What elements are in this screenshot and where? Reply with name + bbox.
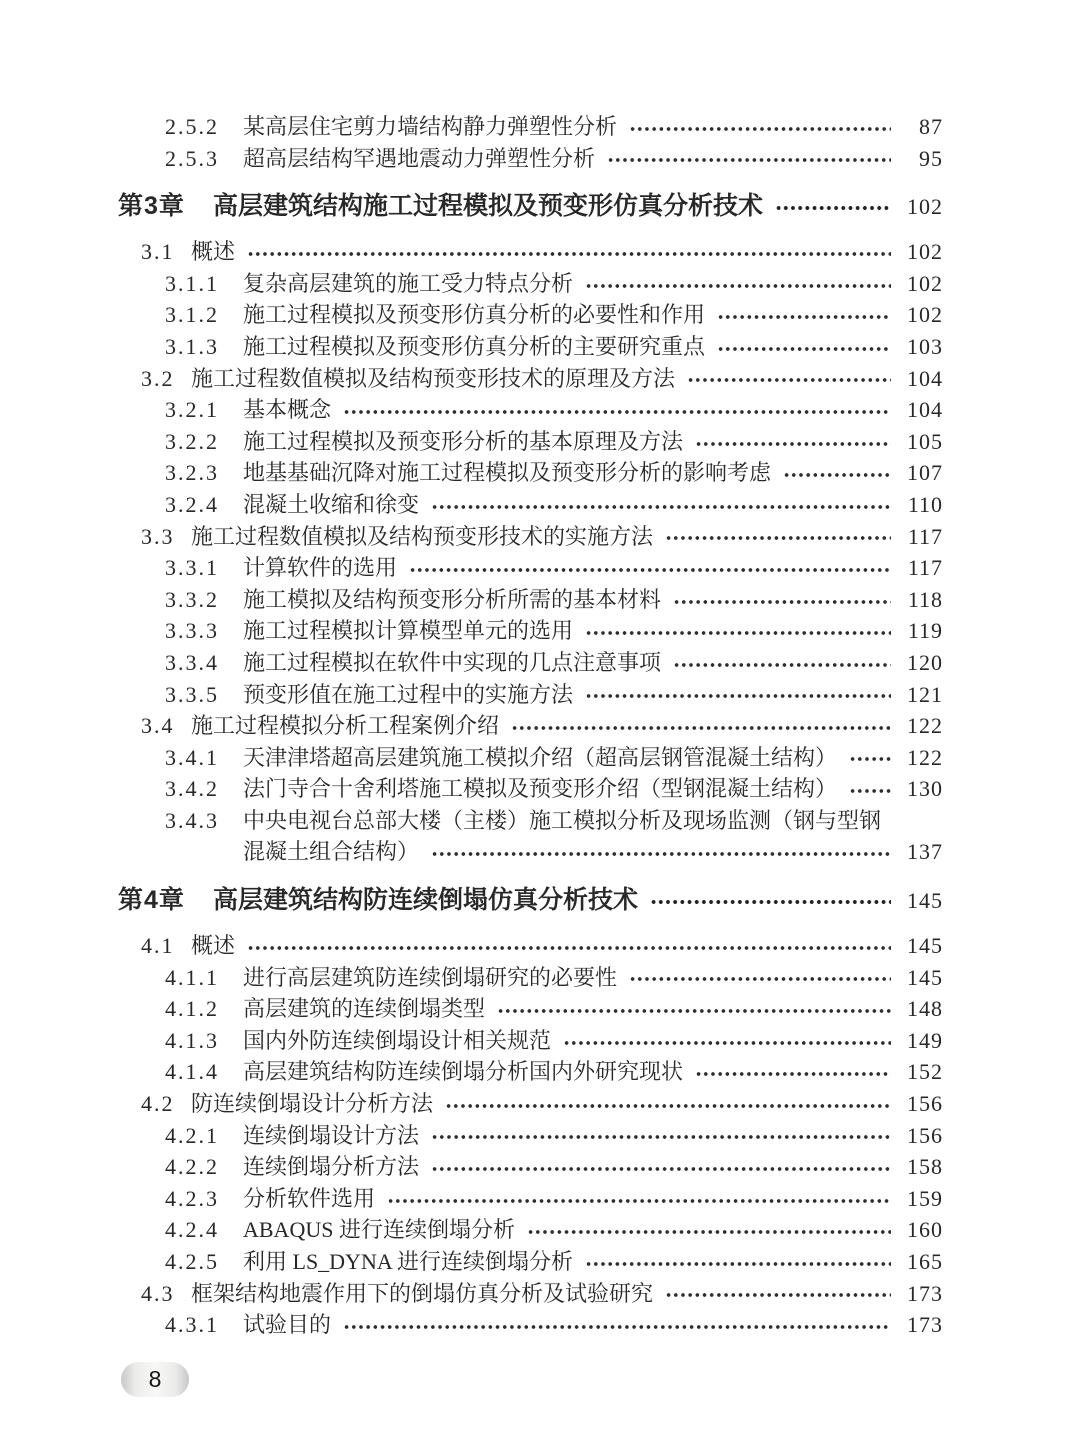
toc-entry-number: 3.3.3 — [165, 618, 219, 644]
toc-entry-page: 102 — [907, 194, 943, 220]
toc-row-4-1-4 — [0, 1056, 943, 1088]
toc-entry-page: 148 — [907, 996, 943, 1022]
dotted-leader — [343, 1322, 891, 1332]
toc-entry-page: 119 — [907, 618, 943, 644]
toc-row-3-2 — [0, 363, 943, 395]
toc-entry-number: 3.3 — [141, 523, 175, 549]
toc-entry-number: 3.3.2 — [165, 586, 219, 612]
toc-entry-title: 连续倒塌分析方法 — [243, 1154, 420, 1180]
toc-entry-page: 156 — [907, 1122, 943, 1148]
dotted-leader — [775, 203, 891, 213]
toc-entry-number: 4.2.4 — [165, 1217, 219, 1243]
toc-entry-page: 137 — [907, 839, 943, 865]
toc-entry-page: 102 — [907, 270, 943, 296]
toc-entry-title: 高层建筑结构防连续倒塌分析国内外研究现状 — [243, 1059, 684, 1085]
toc-row-4-1 — [0, 930, 943, 962]
toc-entry-title: 国内外防连续倒塌设计相关规范 — [243, 1027, 552, 1053]
dotted-leader — [431, 1164, 891, 1174]
dotted-leader — [497, 1006, 891, 1016]
dotted-leader — [665, 533, 891, 543]
toc-entry-page: 104 — [907, 397, 943, 423]
toc-row-4-2-2 — [0, 1151, 943, 1183]
toc-entry-page: 159 — [907, 1185, 943, 1211]
toc-entry-number: 3.4 — [141, 713, 175, 739]
toc-entry-number: 3.2.1 — [165, 397, 219, 423]
toc-entry-number: 4.1.2 — [165, 996, 219, 1022]
toc-entry-number: 3.2.4 — [165, 491, 219, 517]
toc-entry-number: 3.2.2 — [165, 428, 219, 454]
dotted-leader — [695, 1069, 891, 1079]
dotted-leader — [849, 754, 891, 764]
dotted-leader — [343, 407, 891, 417]
toc-entry-page: 160 — [907, 1217, 943, 1243]
toc-entry-title: 计算软件的选用 — [243, 555, 398, 581]
toc-entry-number: 4.2 — [141, 1091, 175, 1117]
toc-entry-title: 试验目的 — [243, 1312, 332, 1338]
toc-entry-title: 预变形值在施工过程中的实施方法 — [243, 681, 574, 707]
toc-entry-title: 施工过程模拟分析工程案例介绍 — [191, 713, 500, 739]
toc-entry-title: 施工过程模拟计算模型单元的选用 — [243, 618, 574, 644]
toc-entry-page: 95 — [919, 145, 943, 171]
toc-entry-title: 基本概念 — [243, 397, 332, 423]
toc-entry-page: 121 — [907, 681, 943, 707]
toc-entry-number: 3.1.3 — [165, 333, 219, 359]
toc-entry-number: 3.3.4 — [165, 649, 219, 675]
toc-entry-number: 3.4.1 — [165, 744, 219, 770]
dotted-leader — [431, 849, 891, 859]
toc-row-2-5-2 — [0, 111, 943, 143]
toc-entry-page: 158 — [907, 1154, 943, 1180]
dotted-leader — [585, 1259, 891, 1269]
dotted-leader — [849, 786, 891, 796]
toc-row-第3章 — [0, 182, 943, 230]
toc-entry-title: 施工过程模拟及预变形分析的基本原理及方法 — [243, 428, 684, 454]
toc-entry-title: 天津津塔超高层建筑施工模拟介绍（超高层钢管混凝土结构） — [243, 744, 838, 770]
toc-row-4-1-3 — [0, 1025, 943, 1057]
toc-entry-number: 第3章 — [118, 192, 185, 221]
dotted-leader — [607, 155, 891, 165]
toc-row-3-4-2 — [0, 773, 943, 805]
toc-entry-title: 混凝土组合结构） — [243, 839, 420, 865]
toc-entry-page: 104 — [907, 365, 943, 391]
dotted-leader — [673, 597, 891, 607]
toc-entry-number: 第4章 — [118, 886, 185, 915]
toc-entry-title: 超高层结构罕遇地震动力弹塑性分析 — [243, 145, 596, 171]
toc-entry-title: 施工过程数值模拟及结构预变形技术的原理及方法 — [191, 365, 676, 391]
toc-entry-number: 4.1.1 — [165, 964, 219, 990]
toc-entry-page: 117 — [907, 523, 943, 549]
toc-entry-title: 高层建筑结构防连续倒塌仿真分析技术 — [213, 886, 639, 915]
toc-row-2-5-3 — [0, 143, 943, 175]
toc-entry-page: 110 — [907, 491, 943, 517]
toc-entry-title: 混凝土收缩和徐变 — [243, 491, 420, 517]
toc-row-3-3-3 — [0, 615, 943, 647]
toc-entry-number: 3.3.5 — [165, 681, 219, 707]
toc-entry-number: 4.1.3 — [165, 1027, 219, 1053]
toc-row-3-4-1 — [0, 742, 943, 774]
toc-entry-title: 进行高层建筑防连续倒塌研究的必要性 — [243, 964, 618, 990]
toc-entry-title: 高层建筑结构施工过程模拟及预变形仿真分析技术 — [213, 192, 764, 221]
toc-entry-page: 103 — [907, 333, 943, 359]
page-number-badge — [121, 1362, 189, 1397]
toc-entry-page: 173 — [907, 1312, 943, 1338]
dotted-leader — [665, 1290, 891, 1300]
dotted-leader — [585, 691, 891, 701]
toc-entry-number: 4.1.4 — [165, 1059, 219, 1085]
dotted-leader — [511, 723, 891, 733]
toc-row-3-3-2 — [0, 584, 943, 616]
toc-entry-number: 2.5.3 — [165, 145, 219, 171]
toc-entry-page: 122 — [907, 744, 943, 770]
toc-row-3-1-1 — [0, 268, 943, 300]
toc-entry-page: 122 — [907, 713, 943, 739]
toc-row-3-4-3 — [0, 805, 943, 837]
toc-entry-number: 4.3.1 — [165, 1312, 219, 1338]
toc-entry-page: 149 — [907, 1027, 943, 1053]
toc-entry-title: 法门寺合十舍利塔施工模拟及预变形介绍（型钢混凝土结构） — [243, 776, 838, 802]
toc-entry-title: 施工过程模拟及预变形仿真分析的主要研究重点 — [243, 333, 706, 359]
toc-row-4-2-4 — [0, 1214, 943, 1246]
toc-entry-page: 102 — [907, 302, 943, 328]
toc-row-4-2-5 — [0, 1246, 943, 1278]
toc-entry-page: 173 — [907, 1280, 943, 1306]
dotted-leader — [585, 628, 891, 638]
toc-entry-page: 165 — [907, 1249, 943, 1274]
toc-entry-title: 某高层住宅剪力墙结构静力弹塑性分析 — [243, 114, 618, 139]
toc-entry-page: 145 — [907, 933, 943, 959]
dotted-leader — [431, 1132, 891, 1142]
toc-entry-number: 3.1.2 — [165, 302, 219, 328]
toc-row-4-1-1 — [0, 962, 943, 994]
toc-entry-title: 施工过程数值模拟及结构预变形技术的实施方法 — [191, 523, 654, 549]
toc-entry-title: 中央电视台总部大楼（主楼）施工模拟分析及现场监测（钢与型钢 — [243, 807, 882, 833]
toc-entry-number: 4.2.5 — [165, 1249, 219, 1274]
toc-entry-number: 3.4.2 — [165, 776, 219, 802]
dotted-leader — [783, 470, 891, 480]
toc-entry-page: 145 — [907, 888, 943, 914]
toc-entry-title: 地基基础沉降对施工过程模拟及预变形分析的影响考虑 — [243, 460, 772, 486]
toc-entry-number: 4.2.2 — [165, 1154, 219, 1180]
toc-entry-title: 分析软件选用 — [243, 1185, 376, 1211]
toc-row-3-4 — [0, 710, 943, 742]
page-number: 8 — [148, 1366, 162, 1392]
toc-entry-title: 复杂高层建筑的施工受力特点分析 — [243, 270, 574, 296]
toc-entry-page: 105 — [907, 428, 943, 454]
dotted-leader — [527, 1227, 891, 1237]
toc-row-3-1-2 — [0, 299, 943, 331]
toc-row-第4章 — [0, 876, 943, 924]
toc-entry-number: 3.2 — [141, 365, 175, 391]
toc-row-3-2-3 — [0, 457, 943, 489]
dotted-leader — [673, 660, 891, 670]
toc-entry-title: 连续倒塌设计方法 — [243, 1122, 420, 1148]
toc-row-3-2-4 — [0, 489, 943, 521]
toc-entry-page: 152 — [907, 1059, 943, 1085]
toc-row-3-1-3 — [0, 331, 943, 363]
toc-row-4-2 — [0, 1088, 943, 1120]
toc-entry-number: 4.2.1 — [165, 1122, 219, 1148]
toc-entry-title: 框架结构地震作用下的倒塌仿真分析及试验研究 — [191, 1280, 654, 1306]
toc-entry-page: 130 — [907, 776, 943, 802]
dotted-leader — [717, 344, 891, 354]
dotted-leader — [409, 565, 891, 575]
toc-entry-number: 3.1 — [141, 239, 175, 265]
toc-entry-number: 4.2.3 — [165, 1185, 219, 1211]
toc-entry-title: 施工模拟及结构预变形分析所需的基本材料 — [243, 586, 662, 612]
toc-entry-page: 118 — [907, 586, 943, 612]
dotted-leader — [695, 439, 891, 449]
toc-entry-number: 3.4.3 — [165, 807, 219, 833]
toc-entry-title: 利用 LS_DYNA 进行连续倒塌分析 — [243, 1249, 574, 1274]
toc-row-3-3-5 — [0, 679, 943, 711]
toc-row-continuation — [0, 836, 943, 868]
toc-row-3-2-1 — [0, 394, 943, 426]
dotted-leader — [247, 943, 891, 953]
toc-entry-number: 3.2.3 — [165, 460, 219, 486]
toc-row-3-3 — [0, 521, 943, 553]
toc-entry-title: 概述 — [191, 933, 236, 959]
toc-row-3-3-1 — [0, 552, 943, 584]
toc-entry-page: 145 — [907, 964, 943, 990]
toc-row-4-2-1 — [0, 1120, 943, 1152]
toc-entry-number: 3.3.1 — [165, 555, 219, 581]
toc-entry-number: 4.3 — [141, 1280, 175, 1306]
toc-entry-page: 102 — [907, 239, 943, 265]
toc-row-4-3 — [0, 1278, 943, 1310]
toc-entry-title: ABAQUS 进行连续倒塌分析 — [243, 1217, 515, 1243]
dotted-leader — [247, 249, 891, 259]
toc-entry-page: 117 — [907, 555, 943, 581]
dotted-leader — [563, 1038, 891, 1048]
dotted-leader — [687, 375, 891, 385]
toc-entry-number: 4.1 — [141, 933, 175, 959]
toc-entry-page: 107 — [907, 460, 943, 486]
toc-row-4-3-1 — [0, 1309, 943, 1341]
dotted-leader — [650, 897, 891, 907]
toc-row-4-1-2 — [0, 993, 943, 1025]
dotted-leader — [717, 312, 891, 322]
dotted-leader — [445, 1101, 891, 1111]
toc-entry-title: 施工过程模拟及预变形仿真分析的必要性和作用 — [243, 302, 706, 328]
toc-entry-page: 87 — [919, 114, 943, 139]
dotted-leader — [431, 502, 891, 512]
toc-entry-title: 防连续倒塌设计分析方法 — [191, 1091, 434, 1117]
toc-row-3-2-2 — [0, 426, 943, 458]
toc-entry-number: 3.1.1 — [165, 270, 219, 296]
toc-entry-page: 156 — [907, 1091, 943, 1117]
toc-entry-title: 概述 — [191, 239, 236, 265]
toc-entry-number: 2.5.2 — [165, 114, 219, 139]
dotted-leader — [387, 1196, 891, 1206]
toc-row-3-3-4 — [0, 647, 943, 679]
dotted-leader — [629, 974, 891, 984]
dotted-leader — [585, 281, 891, 291]
dotted-leader — [629, 124, 891, 134]
toc-entry-title: 高层建筑的连续倒塌类型 — [243, 996, 486, 1022]
toc-row-4-2-3 — [0, 1183, 943, 1215]
toc-entry-title: 施工过程模拟在软件中实现的几点注意事项 — [243, 649, 662, 675]
toc-entry-page: 120 — [907, 649, 943, 675]
toc-row-3-1 — [0, 236, 943, 268]
